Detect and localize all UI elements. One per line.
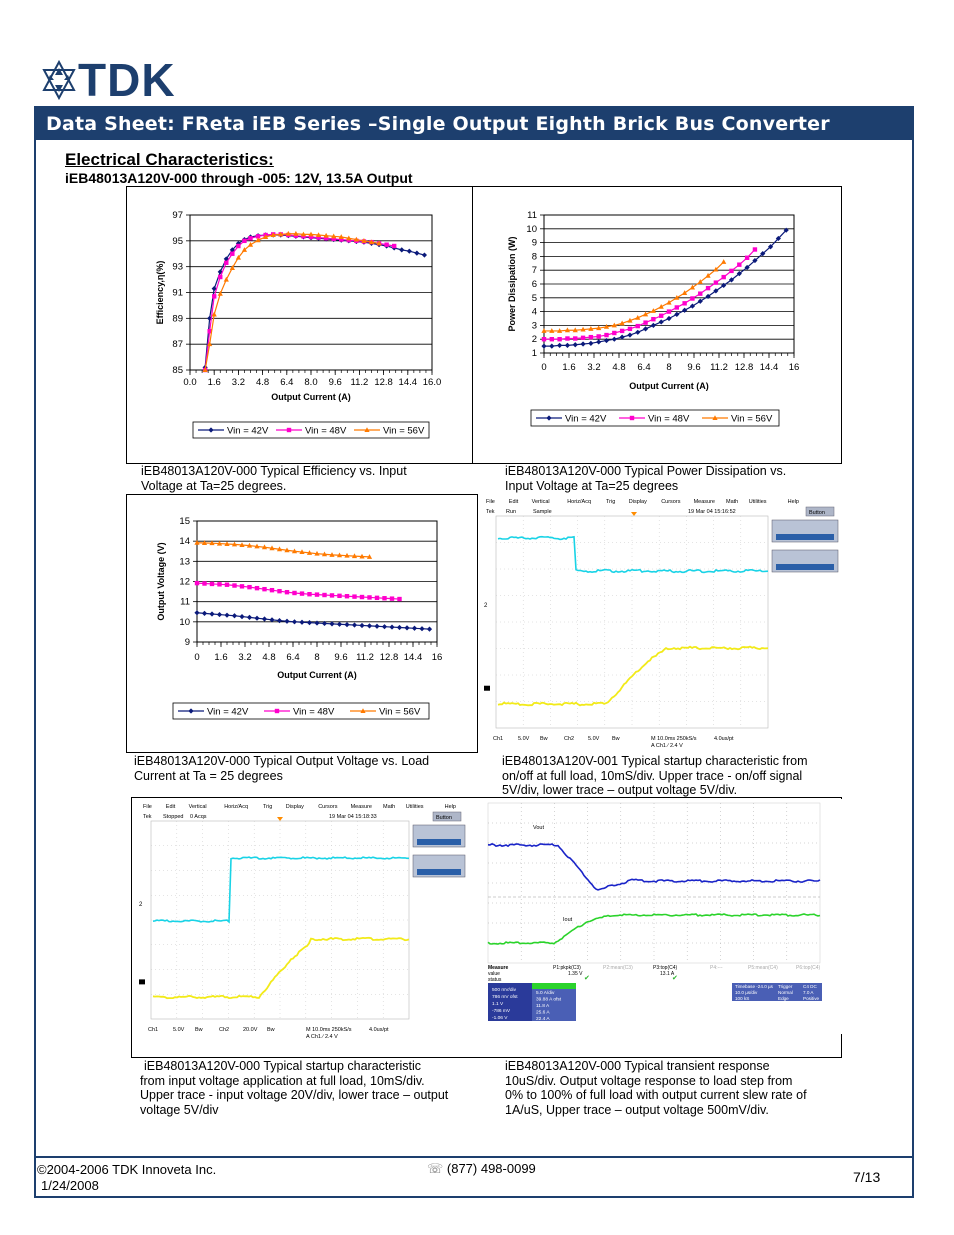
data-point (352, 594, 356, 598)
x-tick-label: 8 (314, 652, 320, 663)
x-tick-label: 16 (431, 652, 443, 663)
scope-status-text: Stopped (163, 814, 184, 820)
y-tick-label: 1 (531, 348, 537, 359)
scope-measure-faint: P5:mean(C4) (748, 965, 778, 971)
x-tick-label: 12.8 (374, 377, 393, 388)
scope-side-panel-field (776, 564, 834, 570)
legend-label: Vin = 48V (305, 425, 347, 437)
data-point (218, 275, 222, 279)
x-tick-label: 9.6 (687, 362, 701, 373)
y-tick-label: 87 (172, 339, 183, 351)
x-tick-label: 4.8 (612, 362, 626, 373)
scope-measure-label: value (488, 971, 500, 977)
data-point (247, 585, 251, 589)
y-tick-label: 93 (172, 261, 183, 273)
x-tick-label: 11.2 (710, 362, 728, 373)
scope-menu-item: Edit (508, 499, 519, 505)
x-tick-label: 6.4 (280, 377, 294, 388)
scope-readout: 20.0V (243, 1027, 258, 1033)
scope-ch4-text: 11.8 A (536, 1004, 550, 1009)
y-tick-label: 95 (172, 235, 183, 247)
data-point (242, 239, 246, 243)
data-point (240, 584, 244, 588)
y-tick-label: 9 (531, 237, 537, 249)
data-point (375, 596, 379, 600)
data-point (628, 327, 632, 331)
scope-ch3-text: 1.1 V (492, 1002, 504, 1007)
data-point (384, 243, 388, 247)
x-tick-label: 8 (666, 362, 672, 373)
legend-marker (630, 416, 634, 420)
data-point (667, 309, 671, 313)
scope-readout: Bw (267, 1027, 275, 1033)
legend-label: Vin = 56V (383, 425, 425, 437)
scope-menu-item: Help (787, 499, 799, 505)
data-point (382, 596, 386, 600)
scope-readout: M 10.0ms 250kS/s (306, 1027, 352, 1033)
caption-line: iEB48013A120V-000 Typical Efficiency vs. Input (141, 464, 407, 478)
scope-button-label: Button (809, 510, 825, 516)
y-tick-label: 91 (172, 287, 183, 299)
caption-line: 10uS/div. Output voltage response to load step from (505, 1073, 793, 1088)
scope-menu-item: Trig (606, 499, 616, 505)
x-tick-label: 1.6 (214, 652, 228, 663)
data-point (322, 593, 326, 597)
x-tick-label: 11.2 (350, 377, 369, 388)
scope-status-text: Run (506, 509, 517, 515)
caption-line: iEB48013A120V-000 Typical Power Dissipation vs. (505, 464, 787, 478)
scope-readout: 5.0V (173, 1027, 185, 1033)
data-point (255, 586, 259, 590)
scope-measure-faint: P2:mean(C3) (603, 965, 633, 971)
scope-ch3-text: -786 mV (492, 1009, 511, 1014)
legend-label: Vin = 42V (565, 413, 607, 425)
scope-timebase-text: 10.0 µs/div (735, 990, 758, 995)
data-point (753, 247, 757, 251)
startup-onoff-caption (502, 754, 837, 798)
y-axis-title: Output Voltage (V) (156, 542, 166, 621)
y-tick-label: 2 (531, 334, 537, 346)
data-point (315, 592, 319, 596)
scope-menu-item: Trig (263, 804, 273, 810)
scope-ch4-text: 25.6 A (536, 1010, 550, 1016)
caption-line: iEB48013A120V-000 Typical startup characteristic (144, 1059, 422, 1073)
page-title: Data Sheet: FReta iEB Series –Single Output Eighth Brick Bus Converter (34, 106, 914, 140)
x-axis-title: Output Current (A) (277, 670, 357, 680)
x-tick-label: 14.4 (759, 362, 779, 373)
legend-label: Vin = 48V (648, 413, 690, 425)
scope-menu-item: Edit (165, 804, 176, 810)
scope-readout: Bw (612, 736, 620, 742)
scope-measure-label: status (488, 977, 502, 983)
data-point (236, 244, 240, 248)
scope-ch-marker: 2 (139, 902, 143, 909)
y-tick-label: 11 (180, 596, 190, 608)
data-point (550, 337, 554, 341)
x-tick-label: 6.4 (637, 362, 651, 373)
scope-status-text: 19 Mar 04 15:16:52 (688, 509, 736, 515)
data-point (557, 337, 561, 341)
x-tick-label: 16 (788, 362, 800, 373)
x-tick-label: 8.0 (304, 377, 318, 388)
x-tick-label: 0.0 (183, 377, 197, 388)
scope-ch4-text: 22.4 A (536, 1017, 550, 1022)
scope-status-text: 19 Mar 04 15:18:33 (329, 814, 377, 820)
legend-label: Vin = 48V (293, 706, 335, 718)
output-voltage-chart (127, 495, 477, 752)
scope-status-text: Sample (533, 509, 552, 515)
data-point (300, 591, 304, 595)
y-tick-label: 9 (184, 637, 190, 648)
scope-timebase-text: 7.0 A (803, 990, 814, 995)
scope-readout: Bw (195, 1027, 203, 1033)
vout-chart-box (126, 494, 478, 753)
legend-label: Vin = 42V (207, 706, 249, 718)
scope-ground-marker (139, 979, 145, 984)
x-tick-label: 14.4 (403, 652, 423, 663)
data-point (224, 261, 228, 265)
data-point (195, 581, 199, 585)
scope-readout-trigger: A Ch1 ∕ 2.4 V (306, 1034, 338, 1040)
section-title: Electrical Characteristics: (65, 150, 274, 169)
x-tick-label: 4.8 (255, 377, 270, 388)
caption-line: 1A/uS, Upper trace – output voltage 500mV/div. (505, 1102, 769, 1117)
x-tick-label: 3.2 (587, 362, 601, 373)
footer-phone-number: (877) 498-0099 (446, 1161, 536, 1176)
data-point (542, 337, 546, 341)
scope-input-screenshot (135, 799, 469, 1044)
caption-line: iEB48013A120V-000 Typical Output Voltage vs. Load (134, 754, 430, 768)
caption-line: from input voltage application at full load, 10mS/div. (140, 1073, 425, 1088)
data-point (277, 589, 281, 593)
data-point (217, 582, 221, 586)
y-tick-label: 14 (179, 536, 190, 548)
y-axis-title: Efficiency,η(%) (155, 260, 165, 325)
vout-caption (134, 754, 464, 783)
scope-status-text: 0 Acqs (190, 814, 207, 820)
scope-menu-item: Horiz/Acq (224, 804, 249, 810)
x-tick-label: 1.6 (207, 377, 221, 388)
data-point (270, 588, 274, 592)
x-tick-label: 0 (541, 362, 547, 373)
power-caption (505, 464, 835, 493)
y-tick-label: 7 (531, 265, 537, 277)
legend-label: Vin = 56V (731, 413, 773, 425)
scope-menu-item: Math (726, 499, 739, 505)
legend-marker (275, 709, 279, 713)
scope-menu-item: Cursors (318, 804, 338, 810)
y-tick-label: 15 (179, 516, 190, 527)
scope-readout-trigger: A Ch1 ∕ 2.4 V (651, 743, 683, 749)
startup-input-caption (140, 1059, 470, 1117)
efficiency-caption (141, 464, 461, 493)
scope-readout: Ch1 (493, 736, 504, 742)
scope-timebase-text: C4 DC (803, 984, 817, 989)
logo-text: TDK (78, 54, 176, 106)
data-point (212, 294, 216, 298)
data-point (392, 244, 396, 248)
scope-measure-value: 1.35 V (568, 971, 583, 977)
scope-timebase-text: Timebase -24.0 µs (735, 984, 773, 989)
scope-status-text: Tek (486, 509, 495, 515)
y-tick-label: 97 (172, 210, 183, 221)
scope-menu-item: File (143, 804, 152, 810)
y-tick-label: 6 (531, 279, 537, 290)
legend-marker (287, 428, 291, 432)
legend-label: Vin = 56V (379, 706, 421, 718)
x-tick-label: 12.8 (379, 652, 399, 663)
x-tick-label: 4.8 (262, 652, 276, 663)
data-point (581, 336, 585, 340)
data-point (330, 593, 334, 597)
caption-line: Input Voltage at Ta=25 degrees (505, 478, 679, 493)
data-point (714, 280, 718, 284)
x-tick-label: 3.2 (231, 377, 246, 388)
phone-icon: ☏ (427, 1161, 444, 1176)
data-point (682, 301, 686, 305)
scope-timebase-text: 100 kS (735, 996, 750, 1001)
data-point (690, 296, 694, 300)
scope-menu-item: Measure (350, 804, 373, 810)
scope-side-panel-field (776, 534, 834, 540)
scope-side-panel-field (417, 839, 461, 845)
footer-divider (34, 1156, 914, 1158)
check-icon: ✔ (584, 975, 590, 982)
scope-menu-item: Help (444, 804, 456, 810)
scope-menu-item: Measure (693, 499, 716, 505)
data-point (285, 590, 289, 594)
scope-readout: M 10.0ms 250kS/s (651, 736, 697, 742)
y-tick-label: 4 (531, 306, 537, 318)
y-axis-title: Power Dissipation (W) (507, 236, 517, 332)
caption-line: iEB48013A120V-001 Typical startup characteristic from (502, 754, 808, 768)
scope-timebase-text: Trigger (778, 984, 793, 989)
scope-measure-value: 13.1 A (660, 971, 675, 977)
scope-measure-faint: P4:--- (710, 965, 723, 971)
scope-menu-item: File (486, 499, 495, 505)
data-point (360, 595, 364, 599)
scope-trace-label: Iout (563, 917, 573, 923)
data-point (620, 329, 624, 333)
caption-line: Voltage at Ta=25 degrees. (141, 478, 287, 493)
x-tick-label: 9.6 (334, 652, 348, 663)
x-tick-label: 12.8 (734, 362, 754, 373)
data-point (651, 317, 655, 321)
scope-onoff-screenshot (478, 494, 842, 753)
footer-phone (427, 1161, 536, 1176)
data-point (225, 583, 229, 587)
x-axis-title: Output Current (A) (629, 381, 709, 391)
footer-copyright: ©2004-2006 TDK Innoveta Inc. (37, 1162, 217, 1177)
data-point (337, 594, 341, 598)
y-tick-label: 3 (531, 320, 537, 332)
scope-transient-screenshot (478, 799, 842, 1034)
scope-menu-item: Display (628, 499, 647, 505)
data-point (643, 320, 647, 324)
footer-date: 1/24/2008 (41, 1178, 99, 1193)
scope-timebase-text: Edge (778, 996, 789, 1001)
section-subtitle: iEB48013A120V-000 through -005: 12V, 13.5A Output (65, 170, 413, 186)
y-tick-label: 89 (172, 313, 183, 325)
caption-line: Current at Ta = 25 degrees (134, 768, 283, 783)
x-tick-label: 11.2 (356, 652, 374, 663)
y-tick-label: 8 (531, 251, 537, 263)
scope-ch-marker: 2 (484, 603, 488, 610)
scope-readout: Ch2 (219, 1027, 230, 1033)
y-tick-label: 11 (527, 210, 537, 221)
data-point (675, 305, 679, 309)
scope-ch4-header (532, 983, 576, 989)
scope-button-label: Button (436, 815, 452, 821)
scope-ch3-text: 500 mV/div (492, 988, 516, 993)
scope-readout: 5.0V (518, 736, 530, 742)
scope-menu-item: Utilities (405, 804, 424, 810)
x-tick-label: 16.0 (422, 377, 442, 388)
x-tick-label: 9.6 (328, 377, 342, 388)
efficiency-chart (127, 187, 472, 463)
data-point (307, 592, 311, 596)
y-tick-label: 12 (179, 576, 190, 588)
caption-line: voltage 5V/div (140, 1102, 219, 1117)
tdk-logo (40, 54, 210, 106)
data-point (706, 286, 710, 290)
y-tick-label: 10 (179, 616, 190, 628)
scope-ch3-text: 786 mV ofst (492, 995, 518, 1000)
scope-menu-item: Vertical (188, 804, 207, 810)
data-point (367, 595, 371, 599)
power-chart-box (472, 186, 842, 464)
scope-side-panel-field (417, 869, 461, 875)
power-dissipation-chart (473, 187, 841, 463)
y-tick-label: 5 (531, 292, 537, 304)
data-point (737, 262, 741, 266)
scope-timebase-text: Positive (803, 996, 820, 1001)
transient-caption (505, 1059, 840, 1117)
scope-timebase-text: Normal (778, 990, 793, 995)
scope-menu-item: Horiz/Acq (567, 499, 592, 505)
scope-menu-item: Vertical (531, 499, 550, 505)
scope-menu-item: Cursors (661, 499, 681, 505)
data-point (230, 252, 234, 256)
scope-menu-item: Math (383, 804, 396, 810)
data-point (698, 291, 702, 295)
legend-label: Vin = 42V (227, 425, 269, 437)
scope-ch4-text: 39.88 A ofst (536, 997, 562, 1003)
x-tick-label: 1.6 (562, 362, 576, 373)
scope-measure-name: P3:top(C4) (653, 965, 678, 971)
caption-line: on/off at full load, 10mS/div. Upper trace - on/off signal (502, 768, 803, 783)
scope-readout: Ch2 (564, 736, 575, 742)
scope-readout: Ch1 (148, 1027, 159, 1033)
data-point (589, 335, 593, 339)
data-point (573, 336, 577, 340)
data-point (397, 597, 401, 601)
caption-line: 5V/div, lower trace – output voltage 5V/div. (502, 783, 738, 797)
scope-readout: 4.0us/pt (714, 736, 734, 742)
data-point (232, 583, 236, 587)
data-point (210, 582, 214, 586)
x-tick-label: 0 (194, 652, 200, 663)
scope-onoff-box (478, 494, 842, 753)
caption-line: 0% to 100% of full load with output current slew rate of (505, 1088, 807, 1102)
scope-readout: Bw (540, 736, 548, 742)
data-point (636, 324, 640, 328)
data-point (390, 596, 394, 600)
data-point (596, 334, 600, 338)
scope-measure-name: P1:pkpk(C3) (553, 965, 581, 971)
scope-trace-label: Vout (533, 825, 545, 831)
x-tick-label: 14.4 (398, 377, 418, 388)
check-icon: ✔ (672, 975, 678, 982)
data-point (721, 275, 725, 279)
x-tick-label: 3.2 (238, 652, 252, 663)
data-point (292, 591, 296, 595)
y-tick-label: 13 (179, 556, 190, 568)
data-point (729, 269, 733, 273)
scope-input-box (135, 799, 469, 1044)
scope-ch3-text: -1.06 V (492, 1016, 508, 1021)
x-tick-label: 6.4 (286, 652, 300, 663)
data-point (248, 236, 252, 240)
scope-ground-marker (484, 686, 490, 691)
scope-menu-item: Display (285, 804, 304, 810)
page-number: 7/13 (853, 1169, 881, 1185)
data-point (262, 587, 266, 591)
caption-line: Upper trace - input voltage 20V/div, lower trace – output (140, 1088, 449, 1102)
x-axis-title: Output Current (A) (271, 392, 351, 402)
scope-menu-item: Utilities (748, 499, 767, 505)
data-point (565, 336, 569, 340)
scope-transient-box (478, 799, 842, 1034)
data-point (345, 594, 349, 598)
caption-line: iEB48013A120V-000 Typical transient response (505, 1059, 770, 1073)
y-tick-label: 85 (172, 365, 183, 376)
scope-measure-label: Measure (488, 965, 509, 971)
scope-status-text: Tek (143, 814, 152, 820)
y-tick-label: 10 (526, 223, 537, 235)
data-point (604, 333, 608, 337)
data-point (659, 314, 663, 318)
data-point (745, 256, 749, 260)
scope-readout: 4.0us/pt (369, 1027, 389, 1033)
scope-measure-faint: P6:top(C4) (796, 965, 821, 971)
efficiency-chart-box (126, 186, 473, 464)
scope-ch4-text: 5.0 A/div (536, 991, 555, 996)
scope-readout: 5.0V (588, 736, 600, 742)
data-point (612, 331, 616, 335)
data-point (202, 581, 206, 585)
